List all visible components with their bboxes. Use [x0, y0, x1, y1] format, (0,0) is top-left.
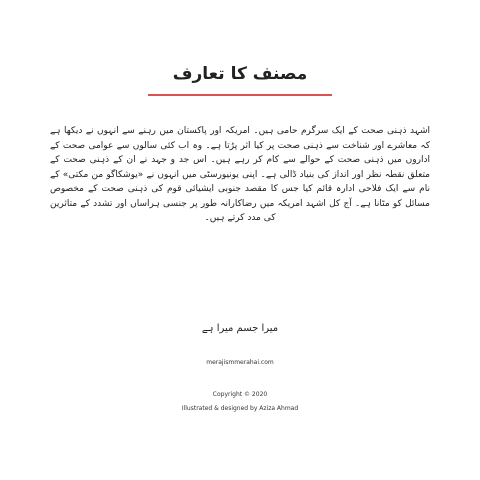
page-title: مصنف کا تعارف — [172, 64, 308, 84]
title-divider — [148, 94, 332, 96]
website-link[interactable]: merajismmerahai.com — [206, 359, 274, 366]
illustrator-credit: Illustrated & designed by Aziza Ahmad — [181, 405, 299, 412]
book-title: میرا جسم میرا ہے — [201, 323, 279, 334]
copyright-notice: Copyright © 2020 — [212, 391, 268, 398]
author-bio-paragraph: اشہد ذہنی صحت کے ایک سرگرم حامی ہیں۔ امریکہ اور پاکستان میں رہنے سے انہوں نے دیکھا ہے کہ معاشرے اور شناخت سے ذہنی صحت پر کیا اثر پڑتا ہے۔ وہ اب کئی سالوں سے عوامی صحت کے اداروں میں ذہنی صحت کے حوالے سے کام کر رہے ہیں۔ اس جد و جہد نے ان کے ذہنی صحت کے متعلق نقطہ نظر اور انداز کی بنیاد ڈالی ہے۔ اپنی یونیورسٹی میں انہوں نے «یوشکاگو من مکتی» کے نام سے ایک فلاحی ادارہ قائم کیا جس کا مقصد جنوبی ایشیائی قوم کی ذہنی صحت کے مخصوص مسائل کو مٹانا ہے۔ آج کل اشہد امریکہ میں رضاکارانہ طور پر جنسی ہراساں اور تشدد کے متاثرین کی مدد کرتے ہیں۔ — [50, 126, 430, 223]
